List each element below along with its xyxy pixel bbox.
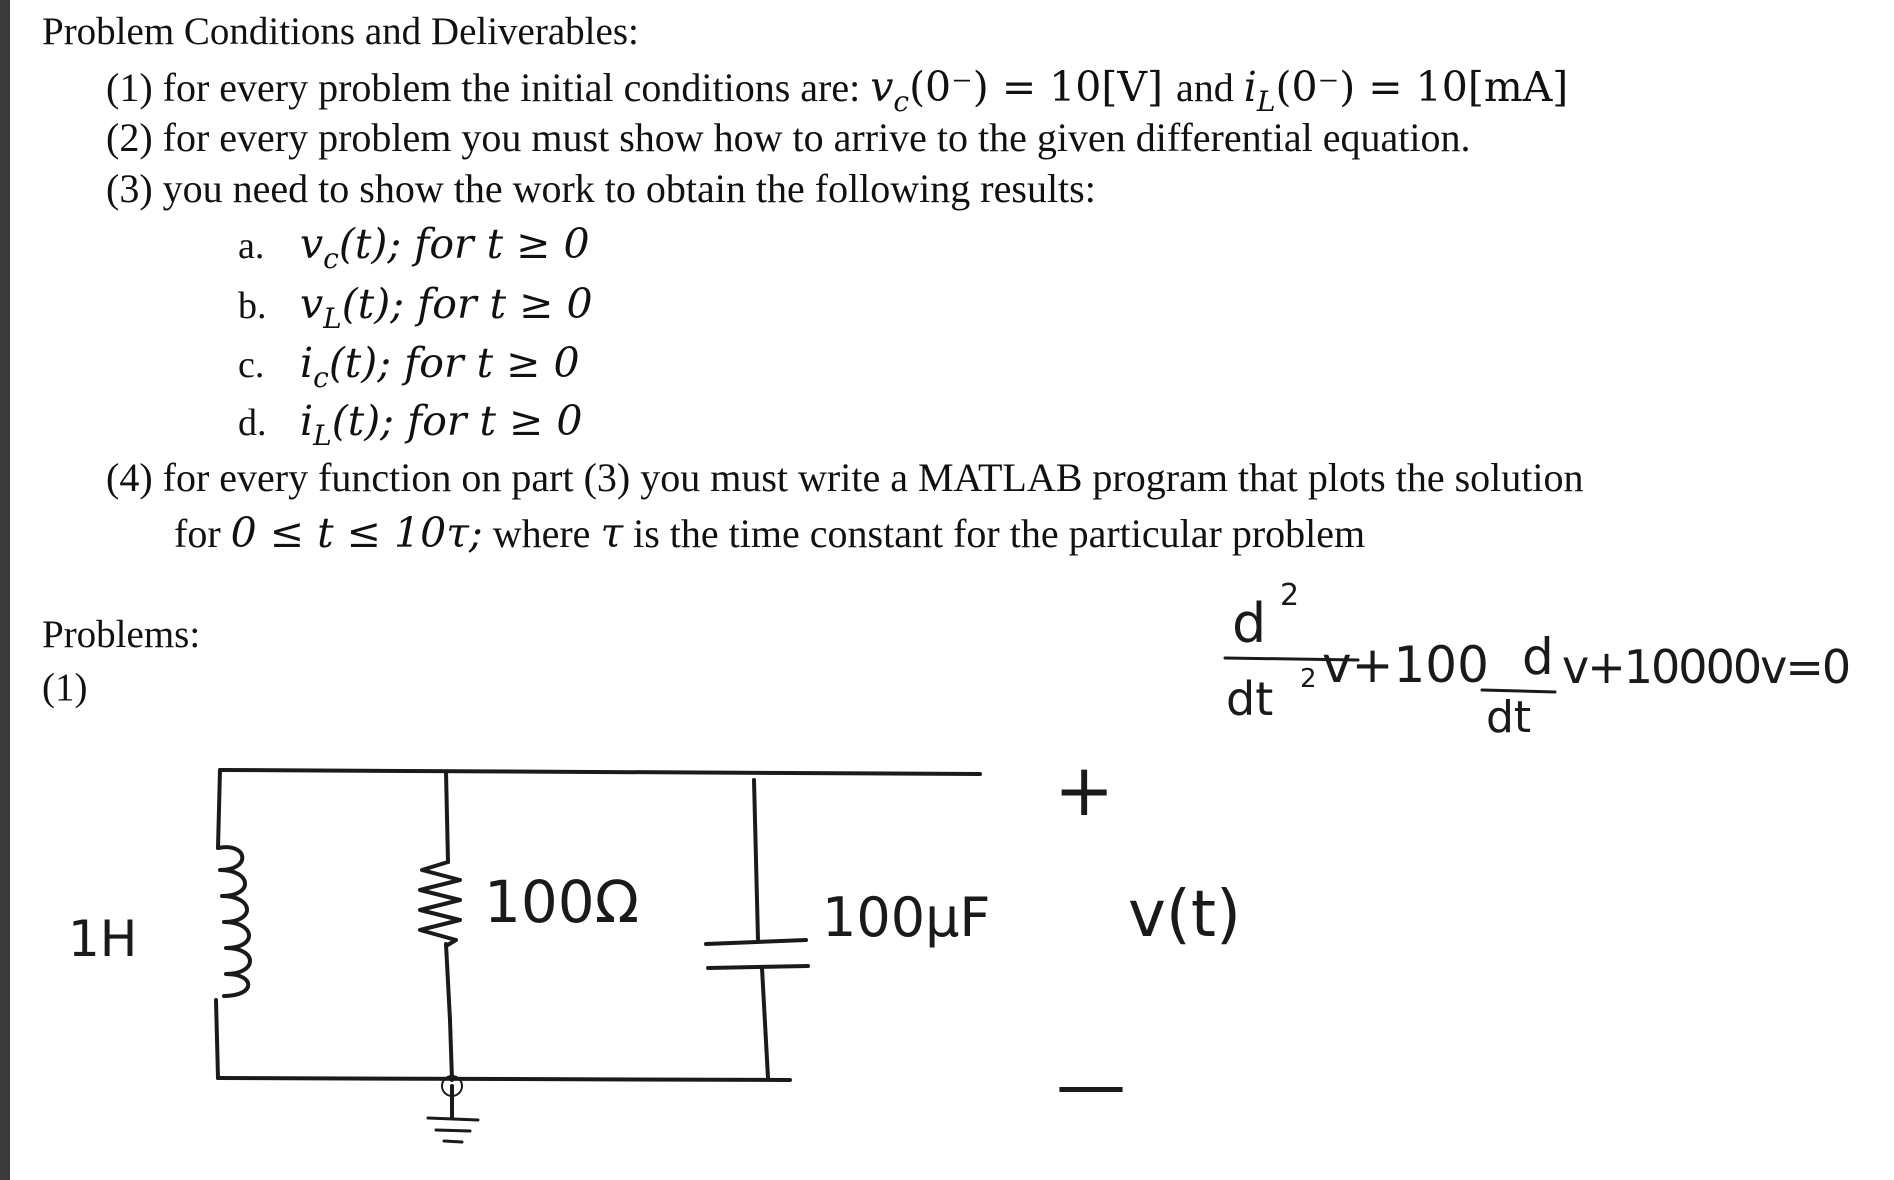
minus-terminal: —: [1056, 1044, 1126, 1126]
d2-numerator: d: [1232, 592, 1267, 655]
condition-2-text: for every problem you must show how to arrive to the given differential equation.: [162, 115, 1471, 160]
result-condition: (t); for t ≥ 0: [341, 280, 593, 328]
condition-4-for: for: [174, 511, 221, 556]
result-subscript: L: [313, 419, 332, 452]
result-subscript: L: [323, 302, 342, 335]
time-range-expression: 0 ≤ t ≤ 10τ;: [230, 509, 483, 557]
condition-4-tail: is the time constant for the particular problem: [633, 511, 1366, 556]
condition-4-number: (4): [106, 455, 153, 500]
equation-term-1: v+100: [1322, 636, 1489, 694]
result-letter: d.: [238, 402, 267, 444]
bottom-wire: [218, 1078, 790, 1080]
vc-value: (0⁻) = 10[V]: [909, 63, 1163, 111]
result-subscript: c: [323, 242, 339, 275]
capacitor-plate-top: [706, 940, 806, 944]
d1-denominator: dt: [1486, 692, 1532, 743]
resistor-zigzag: [420, 862, 460, 946]
inductor-coil: [218, 847, 250, 996]
result-condition: (t); for t ≥ 0: [328, 339, 580, 387]
result-letter: b.: [238, 285, 267, 327]
condition-4-text: for every function on part (3) you must write a MATLAB program that plots the solution: [162, 455, 1584, 500]
capacitor-lower-wire: [762, 968, 768, 1078]
result-subscript: c: [313, 361, 329, 394]
result-symbol: i: [300, 397, 314, 445]
plus-terminal: +: [1054, 748, 1115, 832]
condition-4-where: where: [492, 511, 591, 556]
vc-subscript: c: [893, 85, 910, 118]
capacitor-upper-wire: [754, 780, 758, 940]
result-letter: c.: [238, 344, 265, 386]
result-symbol: v: [300, 280, 324, 328]
inductor-upper-wire: [218, 770, 220, 848]
equation-term-2: v+10000v=0: [1562, 640, 1850, 694]
page-heading: Problem Conditions and Deliverables:: [42, 10, 639, 53]
tau-symbol: τ: [600, 509, 624, 557]
conjunction-and: and: [1176, 65, 1234, 110]
vc-symbol: v: [870, 63, 894, 111]
fraction-bar-2: [1482, 690, 1555, 692]
d2-denominator: dt: [1226, 672, 1274, 726]
capacitor-label: 100μF: [822, 886, 991, 949]
top-wire: [220, 770, 980, 774]
condition-1-text: for every problem the initial conditions are:: [162, 65, 861, 110]
fraction-bar-1: [1225, 658, 1358, 660]
problems-label: Problems:: [42, 613, 201, 656]
ground-icon: [428, 1118, 478, 1142]
problem-1-number: (1): [42, 666, 88, 709]
result-symbol: v: [300, 220, 324, 268]
condition-1-number: (1): [106, 65, 153, 110]
inductor-label: 1H: [68, 910, 138, 968]
d1-numerator: d: [1522, 628, 1554, 686]
condition-3-number: (3): [106, 166, 153, 211]
result-symbol: i: [300, 339, 314, 387]
il-subscript: L: [1256, 85, 1276, 118]
condition-2-number: (2): [106, 115, 153, 160]
d2-exponent: 2: [1280, 578, 1300, 613]
d2-denominator-exponent: 2: [1300, 664, 1317, 694]
il-value: (0⁻) = 10[mA]: [1275, 63, 1569, 111]
resistor-lower-wire: [446, 944, 452, 1080]
resistor-upper-wire: [446, 772, 448, 862]
result-letter: a.: [238, 225, 265, 267]
result-condition: (t); for t ≥ 0: [331, 397, 583, 445]
inductor-lower-wire: [216, 1000, 218, 1078]
resistor-label: 100Ω: [484, 868, 640, 936]
condition-3-text: you need to show the work to obtain the following results:: [162, 166, 1096, 211]
voltage-label: v(t): [1128, 878, 1241, 952]
il-symbol: i: [1243, 63, 1257, 111]
capacitor-plate-bottom: [708, 966, 808, 968]
result-condition: (t); for t ≥ 0: [338, 220, 590, 268]
